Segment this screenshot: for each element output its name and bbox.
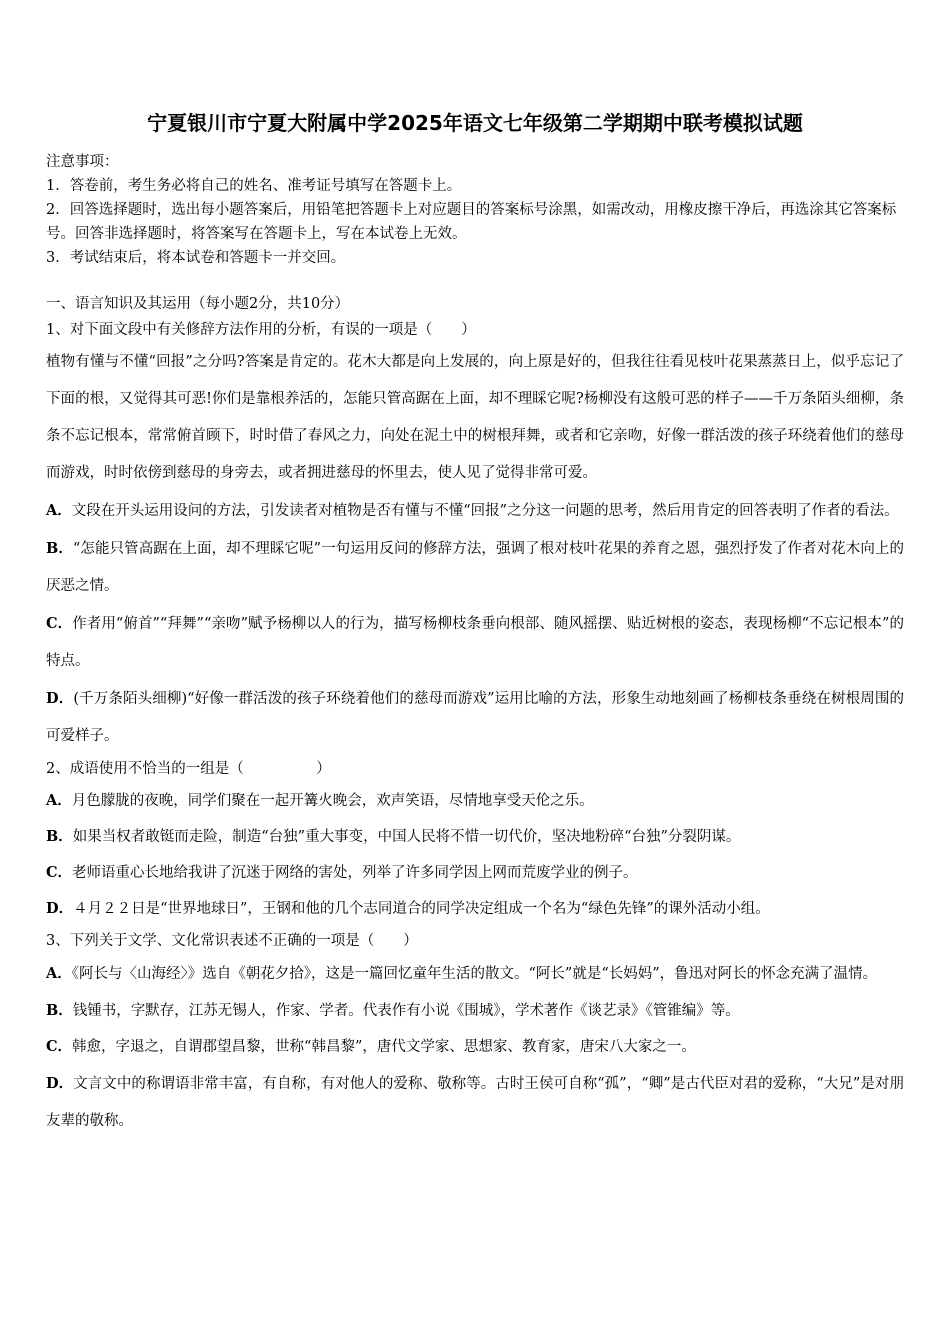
question-2: [46, 755, 904, 927]
option-letter: D．: [46, 1075, 74, 1092]
question-2-option-c: [46, 855, 904, 891]
question-2-stem: 2、成语使用不恰当的一组是（ ）: [46, 761, 331, 777]
option-letter: B．: [46, 828, 73, 845]
option-text: (千万条陌头细柳)“好像一群活泼的孩子环绕着他们的慈母而游戏”运用比喻的方法，形象生动地刻画了杨柳枝条垂绕在树根周围的可爱样子。: [46, 691, 904, 744]
notice-item-2: 2．回答选择题时，选出每小题答案后，用铅笔把答题卡上对应题目的答案标号涂黑，如需改动，用橡皮擦干净后，再选涂其它答案标号。回答非选择题时，将答案写在答题卡上，写在本试卷上无效。: [46, 202, 897, 242]
option-letter: A．: [46, 792, 72, 809]
option-letter: A．: [46, 502, 72, 519]
question-1: [46, 316, 904, 755]
question-3-option-c: [46, 1029, 904, 1065]
notice-block: [46, 150, 904, 270]
option-letter: D．: [46, 690, 74, 707]
question-1-passage: 植物有懂与不懂“回报”之分吗?答案是肯定的。花木大都是向上发展的，向上原是好的，但我往往看见枝叶花果蒸蒸日上，似乎忘记了下面的根，又觉得其可恶!你们是靠根养活的，怎能只管高踞在上面，却不理睬它呢?杨柳没有这般可恶的样子——千万条陌头细柳，条条不忘记根本，常常俯首顾下，时时借了春风之力，向处在泥土中的树根拜舞，或者和它亲吻，好像一群活泼的孩子环绕着他们的慈母而游戏，时时依傍到慈母的身旁去，或者拥进慈母的怀里去，使人见了觉得非常可爱。: [46, 354, 904, 481]
option-letter: C．: [46, 864, 73, 881]
question-1-option-c: [46, 605, 904, 680]
option-text: 《阿长与〈山海经〉》选自《朝花夕拾》，这是一篇回忆童年生活的散文。“阿长”就是“长妈妈”，鲁迅对阿长的怀念充满了温情。: [71, 966, 878, 982]
notice-item-1: 1．答卷前，考生务必将自己的姓名、准考证号填写在答题卡上。: [46, 178, 462, 194]
question-1-option-a: [46, 492, 904, 530]
question-1-option-b: [46, 530, 904, 605]
option-text: 文段在开头运用设问的方法，引发读者对植物是否有懂与不懂“回报”之分这一问题的思考，然后用肯定的回答表明了作者的看法。: [71, 503, 899, 519]
option-text: 月色朦胧的夜晚，同学们聚在一起开篝火晚会，欢声笑语，尽情地享受天伦之乐。: [71, 793, 594, 809]
question-3-option-a: [46, 955, 904, 993]
option-letter: B．: [46, 540, 73, 557]
option-letter: D．: [46, 900, 74, 917]
option-text: 老师语重心长地给我讲了沉迷于网络的害处，列举了许多同学因上网而荒废学业的例子。: [72, 865, 638, 881]
option-text: 钱锺书，字默存，江苏无锡人，作家、学者。代表作有小说《围城》，学术著作《谈艺录》《管锥编》等。: [72, 1003, 740, 1019]
question-2-option-b: [46, 819, 904, 855]
notice-heading: 注意事项：: [46, 154, 119, 170]
option-text: ４月２２日是“世界地球日”，王钢和他的几个志同道合的同学决定组成一个名为“绿色先锋”的课外活动小组。: [73, 901, 770, 917]
question-3-option-b: [46, 993, 904, 1029]
question-2-option-a: [46, 783, 904, 819]
question-2-option-d: [46, 891, 904, 927]
option-text: 作者用“俯首”“拜舞”“亲吻”赋予杨柳以人的行为，描写杨柳枝条垂向根部、随风摇摆、贴近树根的姿态，表现杨柳“不忘记根本”的特点。: [46, 616, 904, 669]
option-letter: C．: [46, 1038, 73, 1055]
exam-title: 宁夏银川市宁夏大附属中学2025年语文七年级第二学期期中联考模拟试题: [147, 111, 803, 135]
notice-item-3: 3．考试结束后，将本试卷和答题卡一并交回。: [46, 250, 346, 266]
option-letter: B．: [46, 1002, 73, 1019]
option-text: “怎能只管高踞在上面，却不理睬它呢”一句运用反问的修辞方法，强调了根对枝叶花果的养育之恩，强烈抒发了作者对花木向上的厌恶之情。: [46, 541, 904, 594]
question-3-stem: 3、下列关于文学、文化常识表述不正确的一项是（ ）: [46, 933, 418, 949]
section-heading: 一、语言知识及其运用（每小题2分，共10分）: [46, 296, 350, 312]
question-3: [46, 927, 904, 1140]
question-1-stem: 1、对下面文段中有关修辞方法作用的分析，有误的一项是（ ）: [46, 322, 476, 338]
spacer: [46, 270, 904, 292]
option-text: 如果当权者敢铤而走险，制造“台独”重大事变，中国人民将不惜一切代价，坚决地粉碎“台独”分裂阴谋。: [72, 829, 741, 845]
option-letter: C．: [46, 615, 73, 632]
option-text: 文言文中的称谓语非常丰富，有自称，有对他人的爱称、敬称等。古时王侯可自称“孤”，“卿”是古代臣对君的爱称，“大兄”是对朋友辈的敬称。: [46, 1076, 904, 1129]
question-3-option-d: [46, 1065, 904, 1140]
option-letter: A．: [46, 965, 72, 982]
option-text: 韩愈，字退之，自谓郡望昌黎，世称“韩昌黎”，唐代文学家、思想家、教育家，唐宋八大家之一。: [72, 1039, 696, 1055]
question-1-option-d: [46, 680, 904, 755]
